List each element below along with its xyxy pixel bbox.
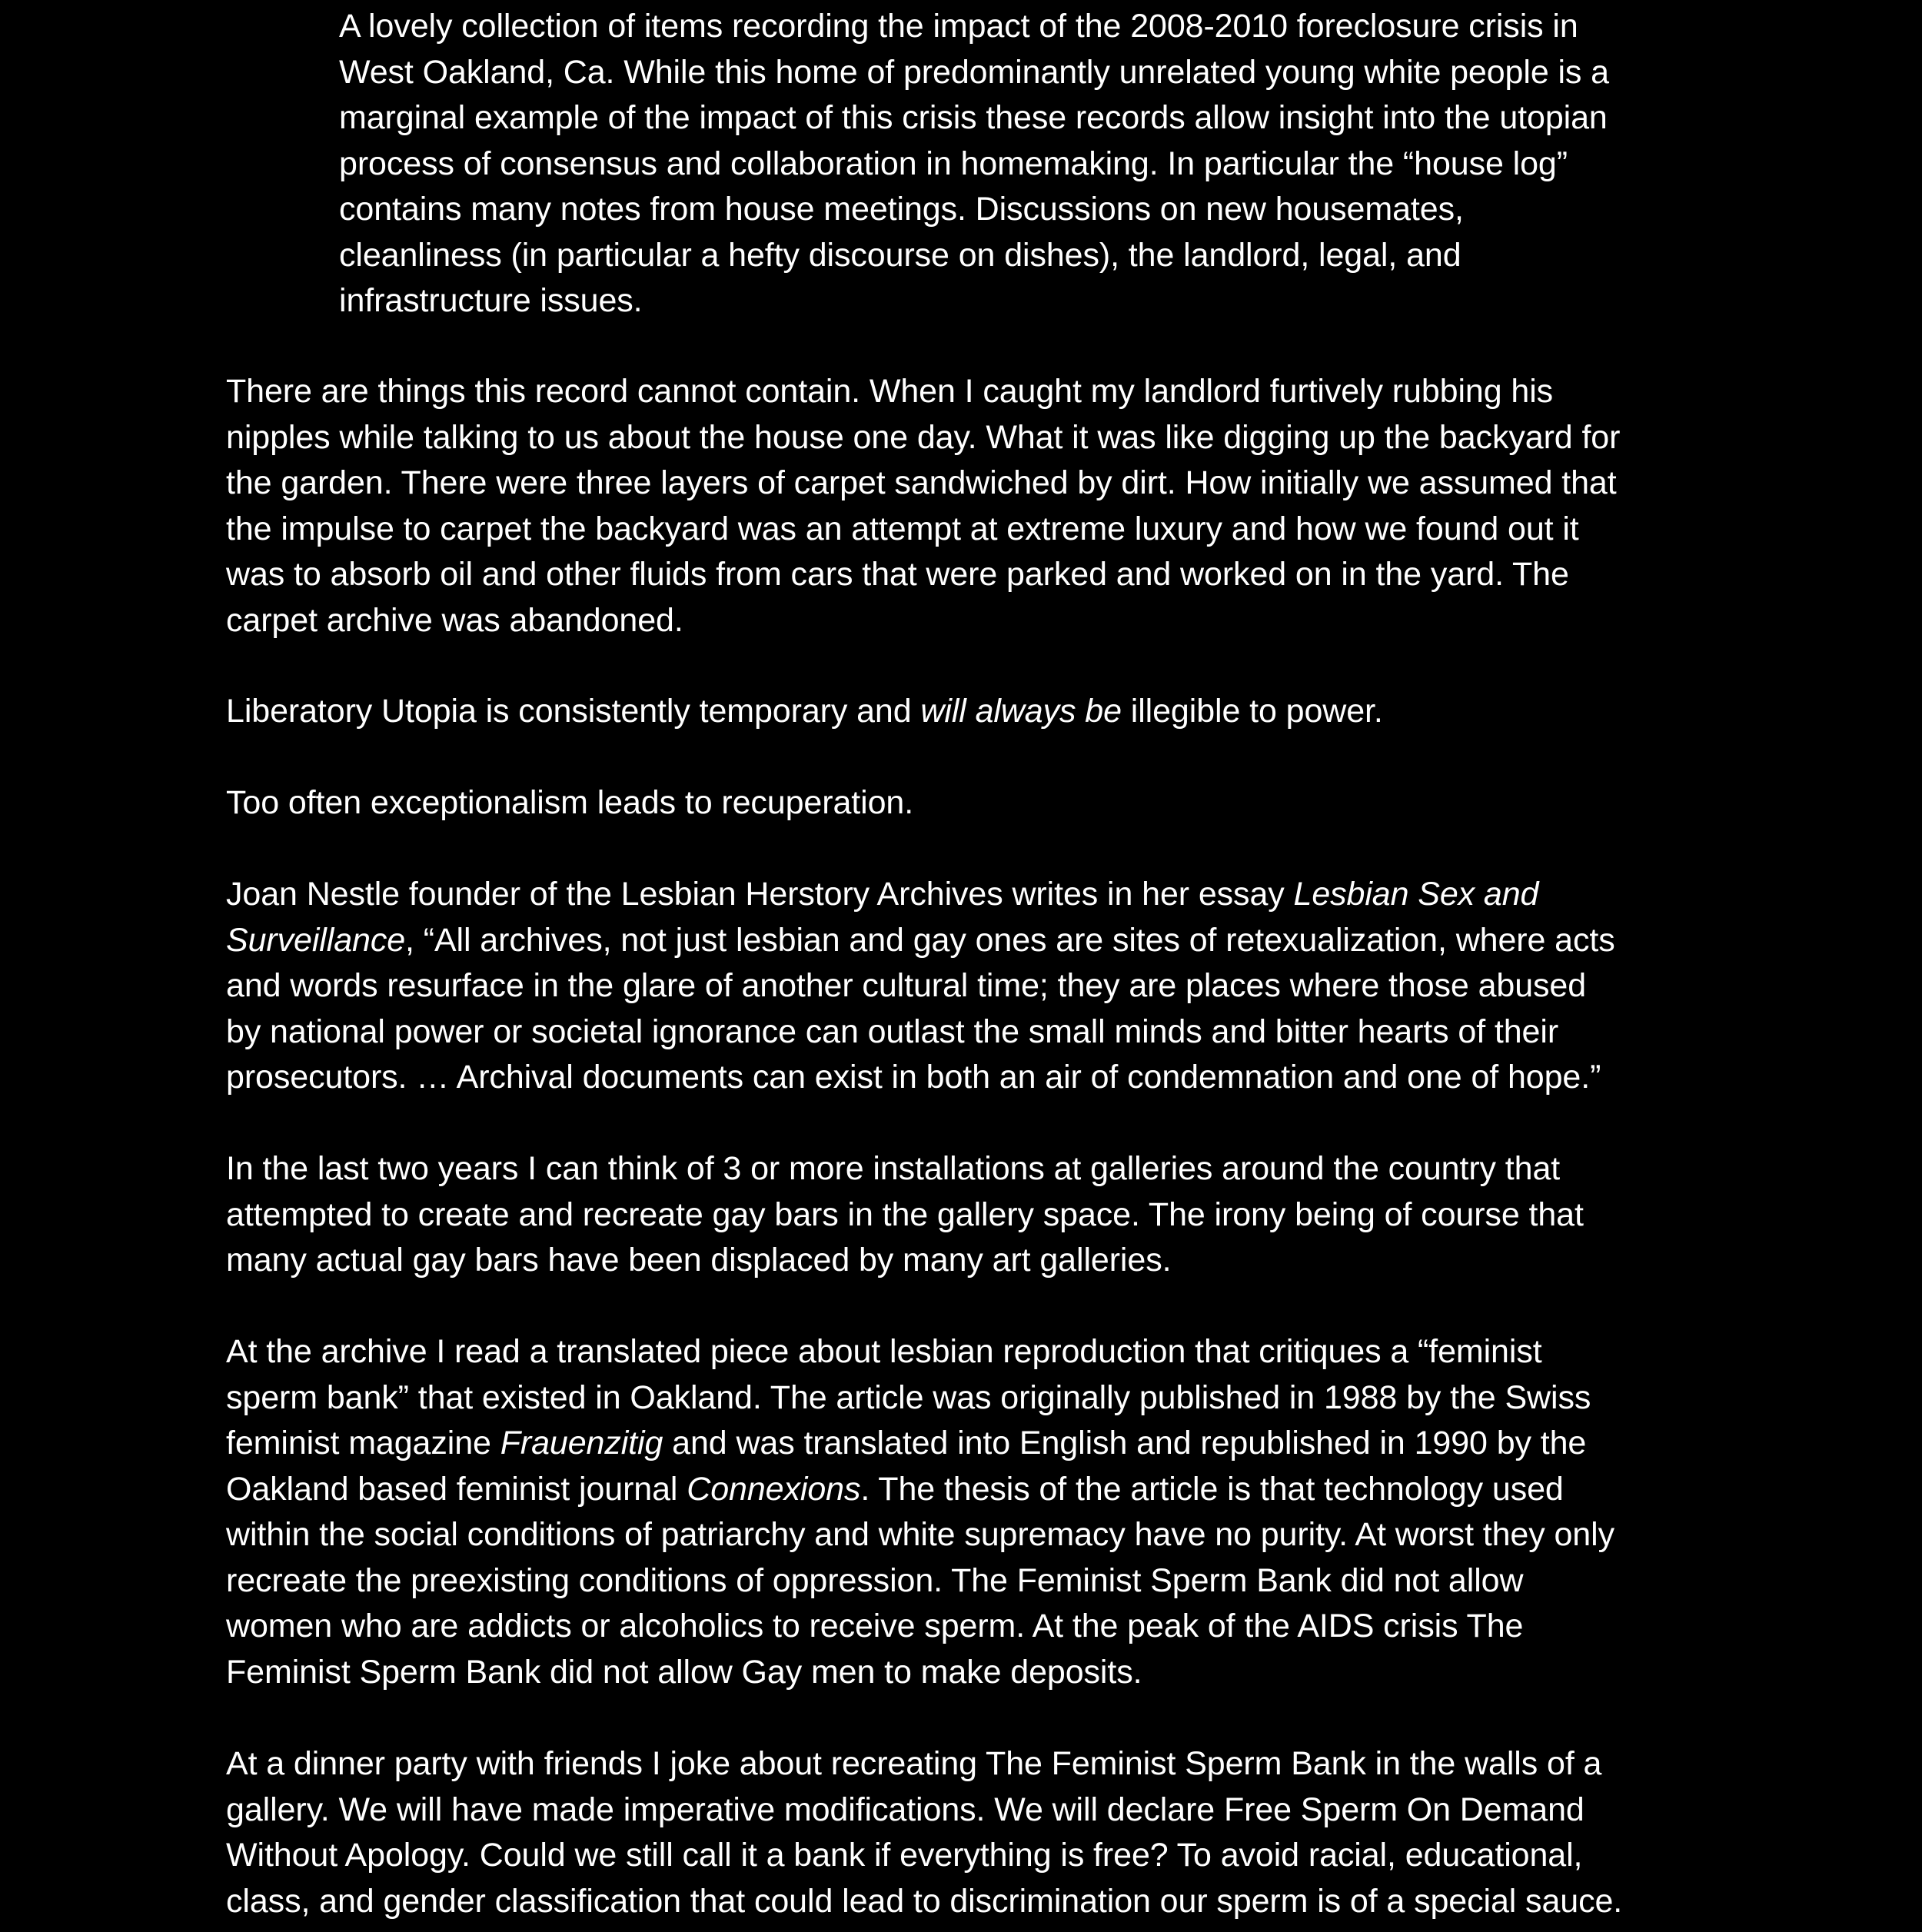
paragraph-joan-nestle-quote — [226, 872, 1615, 1101]
text-line: class, and gender classification that could lead to discrimination our sperm is of a special sauce. — [226, 1882, 1623, 1920]
text-line: At a dinner party with friends I joke about recreating The Feminist Sperm Bank in the walls of a — [226, 1745, 1602, 1782]
paragraph-dinner-party — [226, 1741, 1622, 1924]
text-line — [226, 1467, 1614, 1513]
text-run: illegible to power. — [1121, 693, 1383, 730]
text-line: marginal example of the impact of this crisis these records allow insight into the utopian — [339, 99, 1608, 136]
text-line: infrastructure issues. — [339, 282, 643, 319]
paragraph-record-cannot-contain — [226, 369, 1620, 643]
paragraph-liberatory-utopia — [226, 689, 1383, 735]
text-run: . The thesis of the article is that technology used — [860, 1470, 1564, 1508]
text-line: many actual gay bars have been displaced by many art galleries. — [226, 1242, 1172, 1279]
text-line: and words resurface in the glare of another cultural time; they are places where those abused — [226, 967, 1587, 1004]
text-line: West Oakland, Ca. While this home of predominantly unrelated young white people is a — [339, 53, 1609, 91]
text-line: At the archive I read a translated piece about lesbian reproduction that critiques a “feminist — [226, 1333, 1542, 1370]
text-line — [226, 689, 1383, 735]
text-run: feminist magazine — [226, 1425, 500, 1461]
text-line: contains many notes from house meetings. Discussions on new housemates, — [339, 191, 1464, 228]
text-run: Joan Nestle founder of the Lesbian Herstory Archives writes in her essay — [226, 876, 1294, 913]
text-line: recreate the preexisting conditions of oppression. The Feminist Sperm Bank did not allow — [226, 1561, 1524, 1599]
text-line: Without Apology. Could we still call it a bank if everything is free? To avoid racial, educational, — [226, 1837, 1583, 1874]
text-line: Too often exceptionalism leads to recuperation. — [226, 784, 914, 821]
text-line: nipples while talking to us about the house one day. What it was like digging up the backyard for — [226, 418, 1621, 456]
text-run: and was translated into English and republished in 1990 by the — [663, 1425, 1587, 1461]
text-line: attempted to create and recreate gay bars in the gallery space. The irony being of course that — [226, 1195, 1584, 1233]
block-quote-house-log — [339, 4, 1609, 324]
text-line: the impulse to carpet the backyard was an attempt at extreme luxury and how we found out it — [226, 510, 1579, 547]
text-run: Liberatory Utopia is consistently temporary and — [226, 693, 921, 730]
text-line: Feminist Sperm Bank did not allow Gay men to make deposits. — [226, 1653, 1142, 1691]
text-line: within the social conditions of patriarchy and white supremacy have no purity. At worst they only — [226, 1516, 1614, 1553]
italic-phrase: will always be — [920, 693, 1122, 730]
text-line: There are things this record cannot contain. When I caught my landlord furtively rubbing his — [226, 373, 1554, 410]
text-line: cleanliness (in particular a hefty discourse on dishes), the landlord, legal, and — [339, 236, 1461, 274]
text-line: carpet archive was abandoned. — [226, 601, 683, 639]
text-line: the garden. There were three layers of carpet sandwiched by dirt. How initially we assumed that — [226, 464, 1617, 501]
text-line — [226, 872, 1615, 918]
text-line: women who are addicts or alcoholics to receive sperm. At the peak of the AIDS crisis The — [226, 1608, 1524, 1644]
text-line — [226, 1421, 1614, 1467]
text-line: by national power or societal ignorance can outlast the small minds and bitter hearts of their — [226, 1013, 1559, 1050]
journal-title-italic: Connexions — [687, 1470, 861, 1508]
essay-title-italic: Lesbian Sex and — [1293, 876, 1539, 913]
essay-title-italic: Surveillance — [226, 921, 406, 959]
text-line: prosecutors. … Archival documents can exist in both an air of condemnation and one of hope.” — [226, 1059, 1601, 1096]
paragraph-feminist-sperm-bank — [226, 1329, 1614, 1695]
text-run: , “All archives, not just lesbian and gay ones are sites of retexualization, where acts — [405, 921, 1615, 959]
text-line: sperm bank” that existed in Oakland. The article was originally published in 1988 by the Swiss — [226, 1378, 1591, 1416]
text-line: was to absorb oil and other fluids from cars that were parked and worked on in the yard. The — [226, 556, 1569, 593]
text-line: In the last two years I can think of 3 or more installations at galleries around the country that — [226, 1150, 1561, 1187]
paragraph-gay-bars-galleries — [226, 1146, 1584, 1284]
text-line — [226, 918, 1615, 964]
text-line: A lovely collection of items recording the impact of the 2008-2010 foreclosure crisis in — [339, 8, 1578, 45]
text-line: process of consensus and collaboration in homemaking. In particular the “house log” — [339, 145, 1568, 182]
magazine-title-italic: Frauenzitig — [500, 1425, 663, 1461]
text-line: gallery. We will have made imperative modifications. We will declare Free Sperm On Demand — [226, 1791, 1584, 1828]
paragraph-exceptionalism — [226, 780, 913, 826]
text-run: Oakland based feminist journal — [226, 1470, 687, 1508]
